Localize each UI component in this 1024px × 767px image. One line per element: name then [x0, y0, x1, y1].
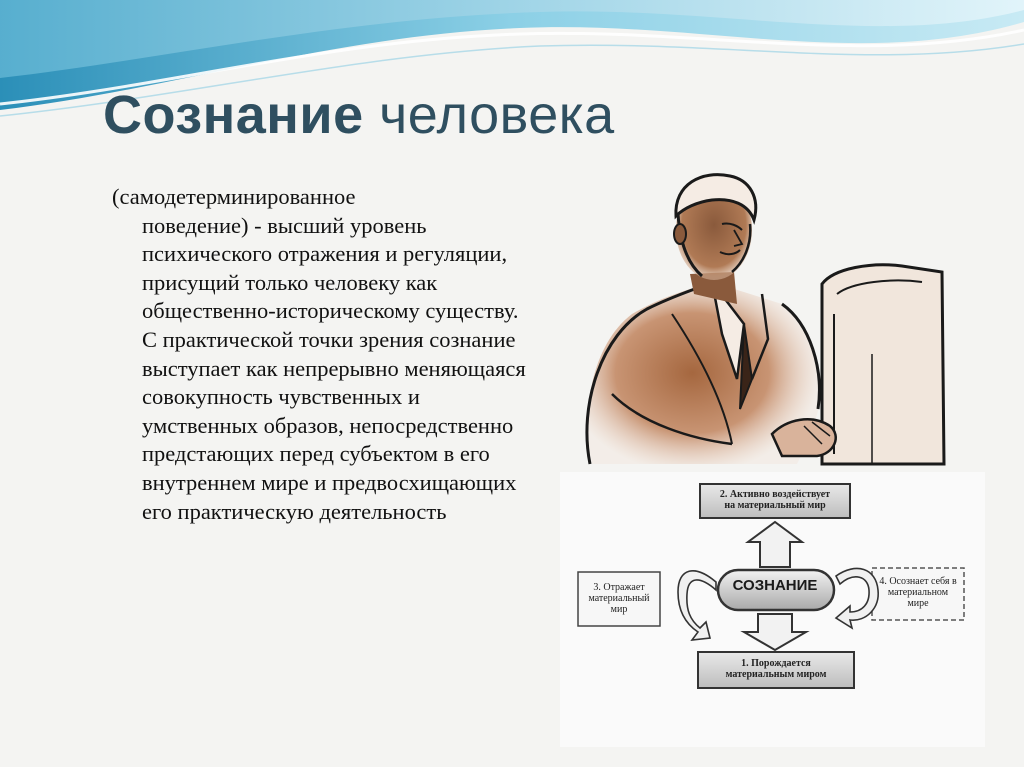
box-reflects	[580, 582, 658, 615]
box-bottom-line1: 1. Порождается	[741, 658, 811, 669]
consciousness-center-label: СОЗНАНИЕ	[732, 577, 818, 594]
consciousness-diagram	[560, 472, 985, 747]
box-right-line1: 4. Осознает себя в	[879, 576, 957, 587]
box-top-line2: на материальный мир	[724, 500, 826, 511]
box-active-influence	[702, 489, 848, 511]
box-left-line1: 3. Отражает	[593, 582, 645, 593]
definition-body: поведение) - высший уровень психического отражения и регуляции, присущий только человеку как общественно-историческому существу. С практической точки зрения сознание выступает как непрерывно меняющаяся совокупность чувственных и умственных образов, непосредственно предстающих перед субъектом в его внутреннем мире и предвосхищающих его практическую деятельность	[142, 212, 526, 524]
box-self-aware	[874, 576, 962, 609]
box-left-line3: мир	[610, 604, 628, 615]
box-left-line2: материальный	[588, 593, 650, 604]
box-right-line2: материальном	[887, 587, 949, 598]
definition-first-line: (самодетерминированное	[112, 184, 356, 209]
slide-title	[103, 84, 615, 146]
box-bottom-line2: материальным миром	[725, 669, 827, 680]
box-generated	[700, 658, 852, 680]
title-rest: человека	[379, 85, 615, 145]
definition-text	[112, 183, 532, 526]
box-top-line1: 2. Активно воздействует	[719, 489, 831, 500]
box-right-line3: мире	[907, 598, 929, 609]
man-at-computer-illustration	[572, 164, 952, 474]
title-bold: Сознание	[103, 85, 364, 145]
